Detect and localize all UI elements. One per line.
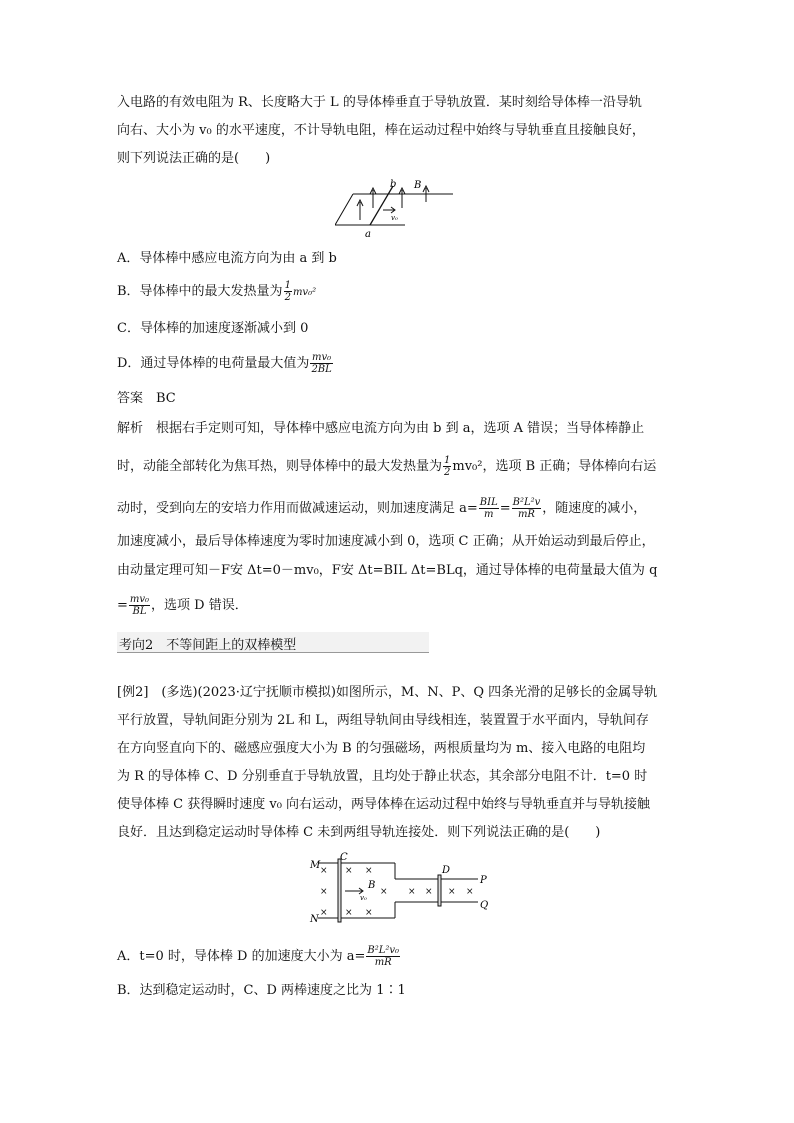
fraction-denominator: mR	[517, 509, 535, 520]
field-x-mark: ×	[365, 866, 373, 876]
q2-label-Q: Q	[480, 900, 489, 911]
q2-option-a	[117, 945, 401, 968]
q1-option-d	[117, 352, 334, 375]
q1-analysis-line4: 加速度减小，最后导体棒速度为零时加速度减小到 0，选项 C 正确；从开始运动到最后停止，	[117, 534, 655, 549]
fraction-denominator: 2	[444, 467, 451, 478]
field-x-mark: ×	[320, 887, 328, 897]
q1-analysis-line3-fraction2	[512, 497, 542, 520]
q1-answer: 答案 BC	[117, 391, 176, 406]
fraction-numerator: 1	[444, 455, 451, 466]
q2-stem-line2: 平行放置，导轨间距分别为 2L 和 L，两组导轨间由导线相连，装置置于水平面内，导轨间存	[117, 713, 649, 728]
q1-analysis-line6-fraction	[129, 594, 150, 617]
q1-analysis-line5: 由动量定理可知－F安 Δt=0－mv₀，F安 Δt=BIL Δt=BLq，通过导体棒的电荷量最大值为 q	[117, 563, 658, 578]
analysis-text: mv₀²，选项 B 正确；导体棒向右运	[452, 459, 657, 474]
field-x-mark: ×	[448, 887, 456, 897]
q1-option-a: A．导体棒中感应电流方向为由 a 到 b	[117, 251, 337, 266]
q2-label-B: B	[368, 880, 376, 891]
q1-option-b	[117, 280, 316, 303]
q1-stem-line1: 入电路的有效电阻为 R、长度略大于 L 的导体棒垂直于导轨放置．某时刻给导体棒一沿导轨	[117, 95, 642, 110]
q2-label-M: M	[310, 860, 321, 871]
q2-label-N: N	[310, 914, 319, 925]
q2-figure	[300, 850, 500, 930]
q2-option-b: B．达到稳定运动时，C、D 两棒速度之比为 1∶1	[117, 983, 406, 998]
field-x-mark: ×	[345, 866, 353, 876]
q2-label-P: P	[480, 875, 487, 886]
field-x-mark: ×	[365, 908, 373, 918]
field-x-mark: ×	[345, 908, 353, 918]
q1-option-d-fraction	[310, 352, 332, 375]
analysis-text: ，选项 D 错误．	[151, 598, 248, 613]
q1-label-a: a	[365, 229, 371, 240]
q2-rod-D	[438, 875, 441, 906]
fraction-denominator: BL	[132, 606, 147, 617]
q1-analysis-line6	[117, 594, 248, 617]
q1-label-v0: v₀	[391, 214, 398, 222]
q2-rod-C	[338, 859, 341, 922]
section-heading-text: 考向2 不等间距上的双棒模型	[119, 638, 297, 653]
fraction-numerator: BIL	[479, 497, 498, 508]
analysis-text: =	[117, 598, 128, 613]
fraction-numerator: B²L²v₀	[367, 945, 400, 956]
q1-stem-line3: 则下列说法正确的是( )	[117, 151, 271, 166]
q1-analysis-line3-fraction1	[479, 497, 499, 520]
q1-option-c: C．导体棒的加速度逐渐减小到 0	[117, 321, 309, 336]
analysis-text: 动时，受到向左的安培力作用而做减速运动，则加速度满足 a=	[117, 501, 478, 516]
fraction-numerator: mv₀	[312, 352, 332, 363]
fraction-denominator: 2	[284, 292, 291, 303]
q1-option-d-prefix: D．通过导体棒的电荷量最大值为	[117, 356, 310, 371]
q1-figure	[335, 178, 460, 240]
q2-stem-line5: 使导体棒 C 获得瞬时速度 v₀ 向右运动，两导体棒在运动过程中始终与导轨垂直并与导轨接触	[117, 797, 651, 812]
q2-field-marks	[320, 866, 474, 918]
q2-label-D: D	[442, 865, 451, 876]
q2-option-a-fraction	[366, 945, 400, 968]
analysis-text: 时，动能全部转化为焦耳热，则导体棒中的最大发热量为	[117, 459, 443, 474]
field-x-mark: ×	[466, 887, 474, 897]
field-x-mark: ×	[320, 908, 328, 918]
fraction-numerator: mv₀	[129, 594, 150, 605]
fraction-denominator: m	[484, 509, 494, 520]
q2-stem-line1: [例2] (多选)(2023·辽宁抚顺市模拟)如图所示，M、N、P、Q 四条光滑的足够长的金属导轨	[117, 685, 658, 700]
fraction-denominator: mR	[374, 957, 392, 968]
q1-option-b-suffix: mv₀²	[292, 287, 317, 298]
field-x-mark: ×	[408, 887, 416, 897]
q1-analysis-line2-fraction	[443, 455, 451, 478]
q1-label-B: B	[414, 180, 422, 191]
q1-label-b: b	[390, 179, 397, 190]
q2-stem-line4: 为 R 的导体棒 C、D 分别垂直于导轨放置，且均处于静止状态，其余部分电阻不计．t=0 时	[117, 769, 648, 784]
q1-analysis-line1: 解析 根据右手定则可知，导体棒中感应电流方向为由 b 到 a，选项 A 错误；当导体棒静止	[117, 421, 645, 436]
q2-stem-line3: 在方向竖直向下的、磁感应强度大小为 B 的匀强磁场，两根质量均为 m、接入电路的电阻均	[117, 741, 646, 756]
q1-stem-line2: 向右、大小为 v₀ 的水平速度，不计导轨电阻，棒在运动过程中始终与导轨垂直且接触良好，	[117, 123, 645, 138]
q2-label-v0: v₀	[360, 894, 367, 902]
fraction-denominator: 2BL	[311, 364, 332, 375]
field-x-mark: ×	[425, 887, 433, 897]
field-x-mark: ×	[380, 887, 388, 897]
q1-option-b-fraction	[284, 280, 292, 303]
field-x-mark: ×	[320, 866, 328, 876]
fraction-numerator: 1	[284, 280, 291, 291]
fraction-numerator: B²L²v	[512, 497, 541, 508]
q1-analysis-line2	[117, 455, 656, 478]
q1-analysis-line3	[117, 497, 646, 520]
analysis-text: =	[499, 501, 511, 516]
q2-option-a-prefix: A．t=0 时，导体棒 D 的加速度大小为 a=	[117, 949, 366, 964]
q2-stem-line6: 良好．且达到稳定运动时导体棒 C 未到两组导轨连接处．则下列说法正确的是( )	[117, 825, 601, 840]
q2-label-C: C	[340, 852, 348, 863]
q1-option-b-prefix: B．导体棒中的最大发热量为	[117, 284, 283, 299]
analysis-text: ，随速度的减小，	[542, 501, 647, 516]
section-heading	[117, 632, 429, 653]
